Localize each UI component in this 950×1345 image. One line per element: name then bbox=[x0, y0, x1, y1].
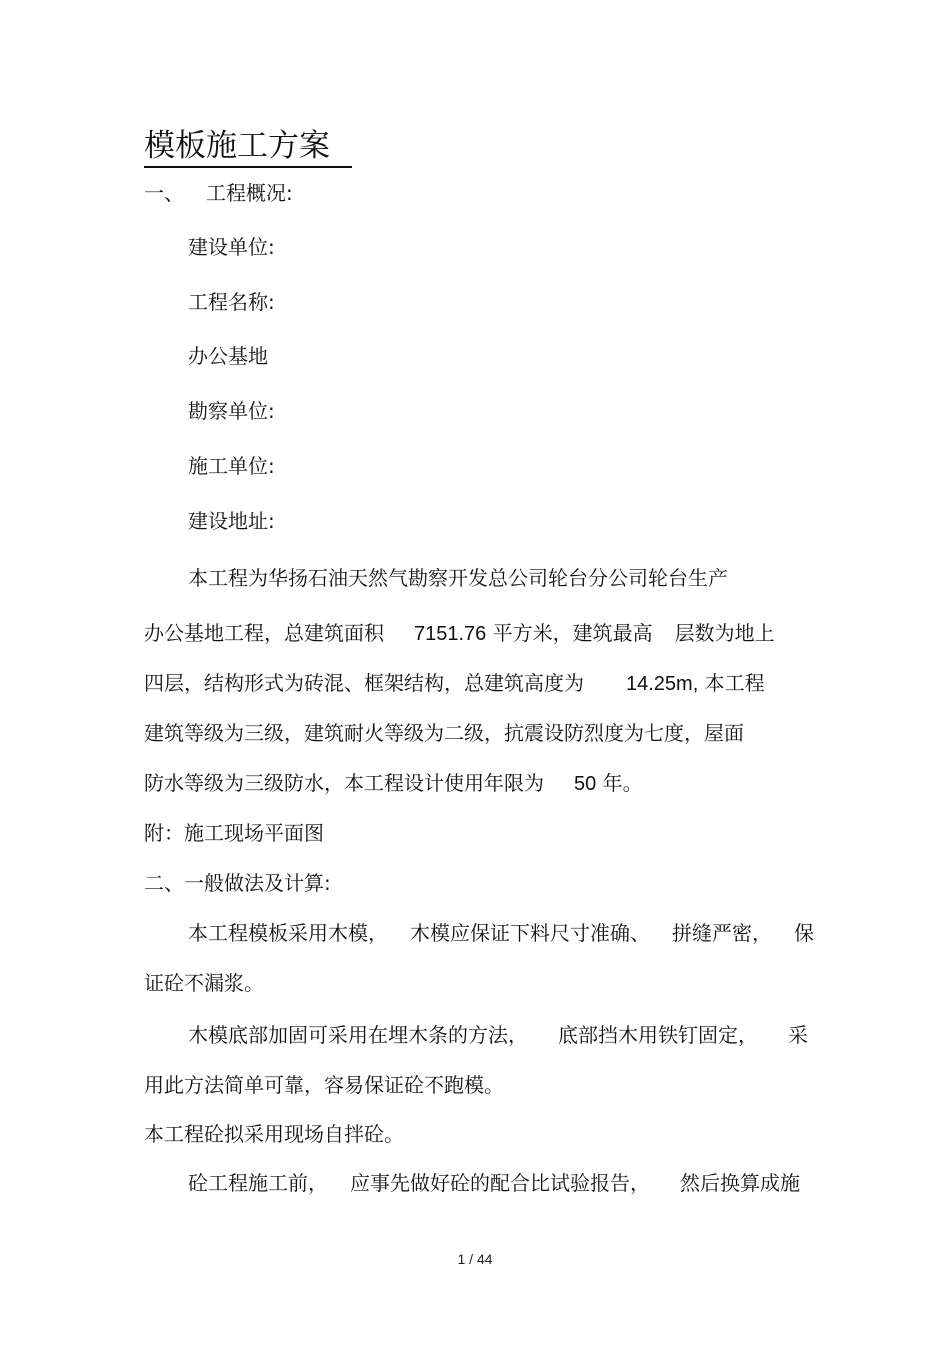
field-address: 建设地址: bbox=[188, 509, 275, 533]
paragraph-3-line-1 bbox=[188, 1022, 808, 1048]
text-segment: 采 bbox=[788, 1023, 808, 1047]
paragraph-2-line-1 bbox=[188, 920, 814, 946]
field-survey-unit: 勘察单位: bbox=[188, 399, 275, 423]
text-segment: 木模应保证下料尺寸准确、 bbox=[410, 921, 650, 945]
text-segment: 然后换算成施 bbox=[680, 1171, 800, 1195]
section-heading-1 bbox=[144, 180, 293, 206]
text-segment: 木模底部加固可采用在埋木条的方法， bbox=[188, 1023, 528, 1047]
text-segment: 四层，结构形式为砖混、框架结构，总建筑高度为 bbox=[144, 671, 584, 695]
text-segment: 防水等级为三级防水，本工程设计使用年限为 bbox=[144, 771, 544, 795]
paragraph-1-line-1: 本工程为华扬石油天然气勘察开发总公司轮台分公司轮台生产 bbox=[188, 566, 728, 590]
area-value: 7151.76 bbox=[414, 623, 487, 645]
paragraph-5-line-1 bbox=[188, 1170, 800, 1196]
text-segment: 层数为地上 bbox=[674, 621, 775, 645]
text-segment: 保 bbox=[794, 921, 814, 945]
section-title: 工程概况: bbox=[206, 181, 293, 205]
paragraph-2-line-2: 证砼不漏浆。 bbox=[144, 971, 264, 995]
page-number: 1 / 44 bbox=[457, 1251, 493, 1267]
paragraph-3-line-2: 用此方法简单可靠，容易保证砼不跑模。 bbox=[144, 1073, 504, 1097]
paragraph-4: 本工程砼拟采用现场自拌砼。 bbox=[144, 1122, 404, 1146]
text-segment: 平方米，建筑最高 bbox=[492, 621, 653, 645]
text-segment: 本工程模板采用木模， bbox=[188, 921, 388, 945]
attachment-note: 附：施工现场平面图 bbox=[144, 821, 324, 845]
section-number: 一、 bbox=[144, 181, 184, 205]
document-title: 模板施工方案 bbox=[144, 126, 352, 168]
section-heading-2: 二、一般做法及计算: bbox=[144, 871, 331, 895]
paragraph-1-line-3 bbox=[144, 670, 765, 697]
paragraph-1-line-4: 建筑等级为三级，建筑耐火等级为二级，抗震设防烈度为七度，屋面 bbox=[144, 721, 744, 745]
field-construction-unit: 施工单位: bbox=[188, 454, 275, 478]
text-segment: 本工程 bbox=[704, 671, 765, 695]
text-segment: 年。 bbox=[602, 771, 643, 795]
field-project-name: 工程名称: bbox=[188, 290, 275, 314]
paragraph-1-line-5 bbox=[144, 770, 643, 797]
paragraph-1-line-2 bbox=[144, 620, 775, 647]
height-value: 14.25m, bbox=[626, 673, 699, 695]
text-segment: 拼缝严密， bbox=[672, 921, 772, 945]
text-segment: 应事先做好砼的配合比试验报告， bbox=[350, 1171, 650, 1195]
text-segment: 砼工程施工前， bbox=[188, 1171, 328, 1195]
field-client: 建设单位: bbox=[188, 235, 275, 259]
field-project-value: 办公基地 bbox=[188, 344, 268, 368]
years-value: 50 bbox=[574, 773, 597, 795]
text-segment: 办公基地工程，总建筑面积 bbox=[144, 621, 384, 645]
text-segment: 底部挡木用铁钉固定， bbox=[558, 1023, 758, 1047]
